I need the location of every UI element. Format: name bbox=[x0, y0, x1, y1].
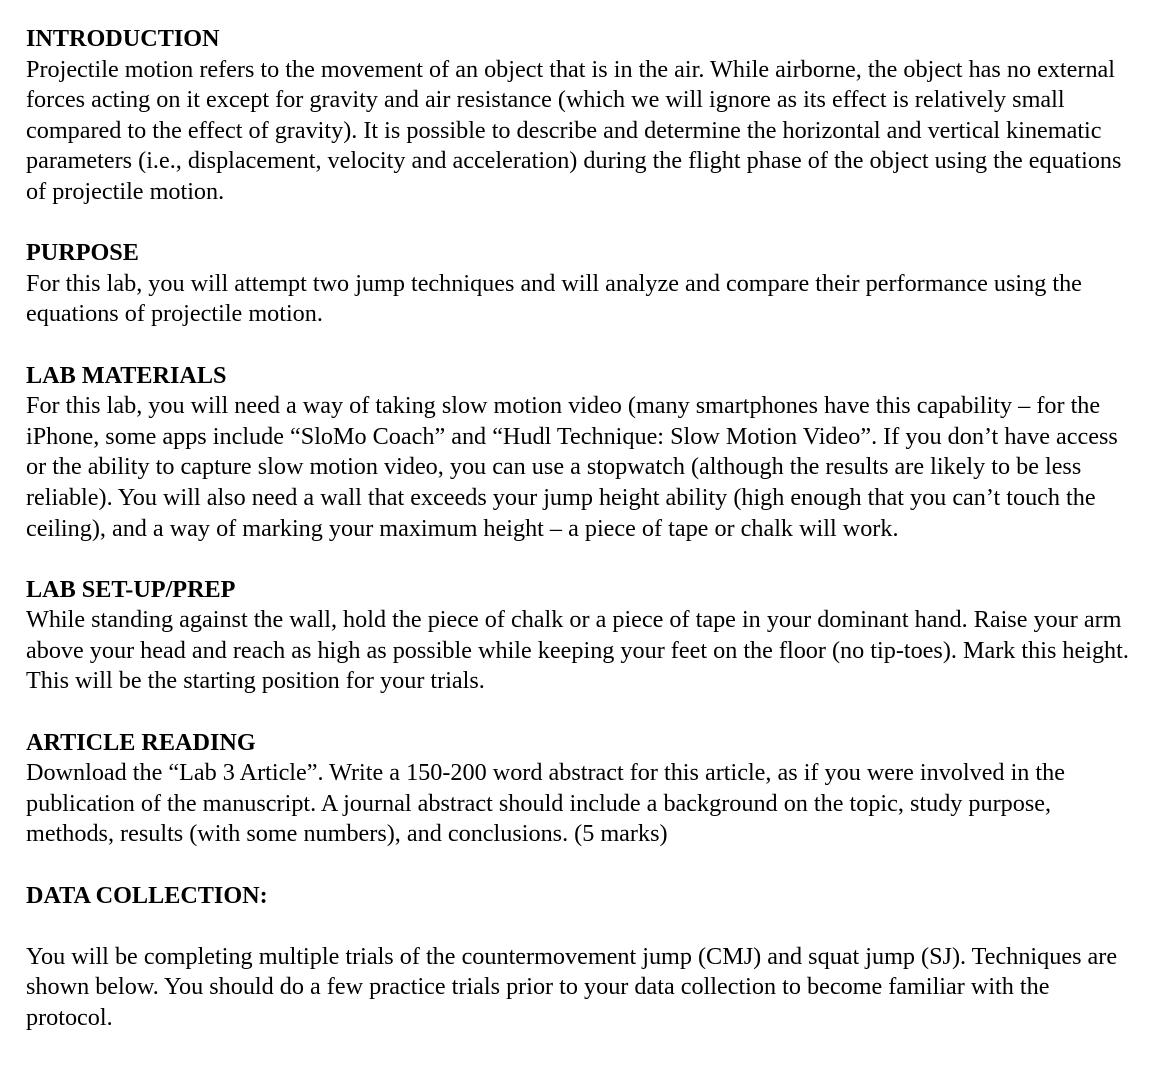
lab-materials-body: For this lab, you will need a way of taking slow motion video (many smartphones have this capability – for the iPhone, some apps include “SloMo Coach” and “Hudl Technique: Slow Motion Video”. If you don’t have access or the ability to capture slow motion video, you can use a stopwatch (although the results are likely to be less reliable). You will also need a wall that exceeds your jump height ability (high enough that you can’t touch the ceiling), and a way of marking your maximum height – a piece of tape or chalk will work. bbox=[26, 392, 1118, 542]
article-reading-section bbox=[26, 728, 1138, 850]
introduction-body: Projectile motion refers to the movement of an object that is in the air. While airborne, the object has no external forces acting on it except for gravity and air resistance (which we will ignore as its effect is relatively small compared to the effect of gravity). It is possible to describe and determine the horizontal and vertical kinematic parameters (i.e., displacement, velocity and acceleration) during the flight phase of the object using the equations of projectile motion. bbox=[26, 55, 1122, 205]
heading-spacer bbox=[26, 911, 1138, 942]
article-reading-heading: ARTICLE READING bbox=[26, 728, 256, 756]
lab-setup-heading: LAB SET-UP/PREP bbox=[26, 575, 236, 603]
purpose-section bbox=[26, 238, 1138, 330]
purpose-heading: PURPOSE bbox=[26, 239, 139, 267]
section-spacer bbox=[26, 544, 1138, 575]
data-collection-heading: DATA COLLECTION: bbox=[26, 881, 268, 909]
section-spacer bbox=[26, 697, 1138, 728]
lab-setup-body: While standing against the wall, hold the piece of chalk or a piece of tape in your dominant hand. Raise your arm above your head and reach as high as possible while keeping your feet on the floor (no tip-toes). Mark this height. This will be the starting position for your trials. bbox=[26, 606, 1129, 695]
introduction-section bbox=[26, 24, 1138, 208]
section-spacer bbox=[26, 330, 1138, 361]
lab-setup-section bbox=[26, 575, 1138, 697]
section-spacer bbox=[26, 850, 1138, 881]
purpose-body: For this lab, you will attempt two jump techniques and will analyze and compare their performance using the equations of projectile motion. bbox=[26, 269, 1082, 328]
section-spacer bbox=[26, 208, 1138, 239]
introduction-heading: INTRODUCTION bbox=[26, 25, 220, 52]
lab-materials-heading: LAB MATERIALS bbox=[26, 361, 227, 389]
data-collection-section bbox=[26, 881, 1138, 1034]
data-collection-body: You will be completing multiple trials of the countermovement jump (CMJ) and squat jump (SJ). Techniques are shown below. You should do a few practice trials prior to your data collection to become familiar with the protocol. bbox=[26, 942, 1118, 1031]
document-page bbox=[26, 24, 1138, 1034]
lab-materials-section bbox=[26, 361, 1138, 545]
article-reading-body: Download the “Lab 3 Article”. Write a 150-200 word abstract for this article, as if you were involved in the publication of the manuscript. A journal abstract should include a background on the topic, study purpose, methods, results (with some numbers), and conclusions. (5 marks) bbox=[26, 759, 1065, 848]
